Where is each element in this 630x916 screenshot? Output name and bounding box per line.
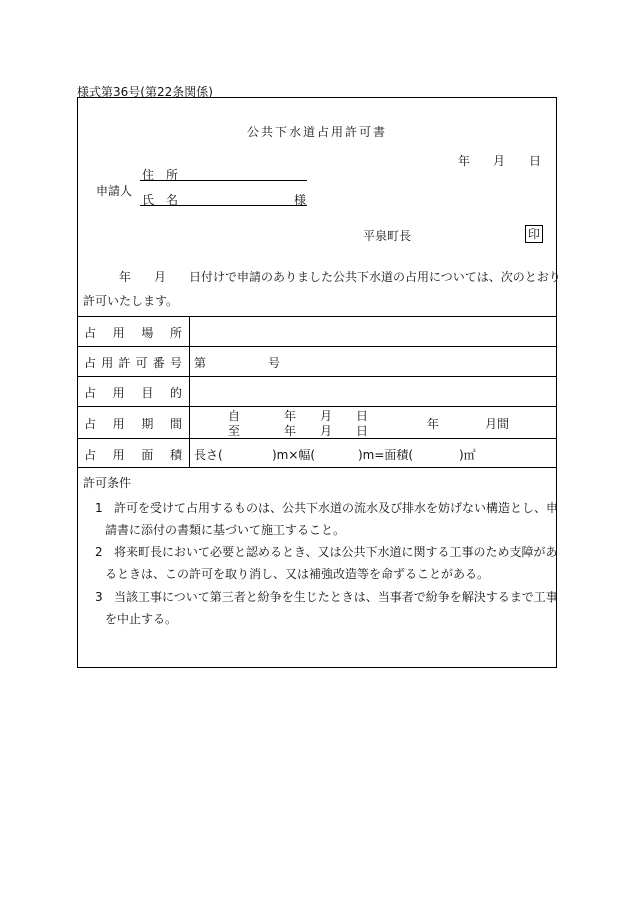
table-label-purpose: 占 用 目 的	[84, 386, 182, 400]
period-to-month: 月	[320, 424, 333, 438]
area-unit-end: )㎡	[459, 448, 476, 462]
date-year: 年	[458, 154, 471, 168]
table-label-location: 占 用 場 所	[84, 326, 182, 340]
condition-1-line2: 請書に添付の書類に基づいて施工すること。	[105, 523, 346, 537]
table-bottom-border	[77, 467, 557, 468]
applicant-label: 申請人	[96, 184, 133, 198]
table-row-divider	[77, 438, 557, 439]
body-text-line2: 許可いたします。	[83, 294, 179, 308]
honorific: 様	[294, 193, 307, 207]
table-column-divider	[189, 316, 190, 467]
table-label-period: 占 用 期 間	[84, 417, 182, 431]
condition-1-line1: 許可を受けて占用するものは、公共下水道の流水及び排水を妨げない構造とし、申	[114, 501, 559, 515]
table-row-divider	[77, 376, 557, 377]
address-label: 住 所	[142, 168, 179, 182]
period-from: 自	[228, 409, 241, 423]
table-row-divider	[77, 406, 557, 407]
date-day: 日	[529, 154, 542, 168]
area-total-label: )m=面積(	[358, 448, 414, 462]
name-underline	[140, 205, 307, 206]
body-month: 月	[154, 270, 167, 284]
form-number-label: 様式第36号(第22条関係)	[77, 85, 213, 99]
document-title: 公共下水道占用許可書	[247, 125, 388, 139]
table-top-border	[77, 316, 557, 317]
seal-box: 印	[525, 225, 543, 243]
body-text-line1: 日付けで申請のありました公共下水道の占用については、次のとおり	[189, 270, 561, 284]
condition-3-line2: を中止する。	[105, 612, 178, 626]
body-year: 年	[119, 270, 132, 284]
condition-3-number: 3	[95, 590, 103, 604]
area-width-label: )m×幅(	[272, 448, 316, 462]
period-to-year: 年	[284, 424, 297, 438]
address-underline	[140, 180, 307, 181]
condition-2-line2: るときは、この許可を取り消し、又は補強改造等を命ずることがある。	[105, 567, 490, 581]
name-label: 氏 名	[142, 193, 179, 207]
condition-2-line1: 将来町長において必要と認めるとき、又は公共下水道に関する工事のため支障があ	[114, 545, 558, 559]
period-total-year: 年	[427, 417, 440, 431]
period-from-month: 月	[320, 409, 333, 423]
period-to-day: 日	[356, 424, 369, 438]
period-to: 至	[228, 424, 241, 438]
conditions-title: 許可条件	[83, 476, 132, 490]
permit-number-suffix: 号	[268, 356, 281, 370]
period-from-year: 年	[284, 409, 297, 423]
condition-2-number: 2	[95, 545, 103, 559]
date-month: 月	[493, 154, 506, 168]
condition-3-line1: 当該工事について第三者と紛争を生じたときは、当事者で紛争を解決するまで工事	[114, 590, 558, 604]
period-total-month: 月間	[485, 417, 510, 431]
table-label-permit-number: 占 用 許 可 番 号	[84, 356, 182, 370]
period-from-day: 日	[356, 409, 369, 423]
issuer-name: 平泉町長	[363, 229, 412, 243]
table-row-divider	[77, 346, 557, 347]
area-length-label: 長さ(	[194, 448, 223, 462]
condition-1-number: 1	[95, 501, 103, 515]
permit-number-prefix: 第	[194, 356, 207, 370]
table-label-area: 占 用 面 積	[84, 448, 182, 462]
